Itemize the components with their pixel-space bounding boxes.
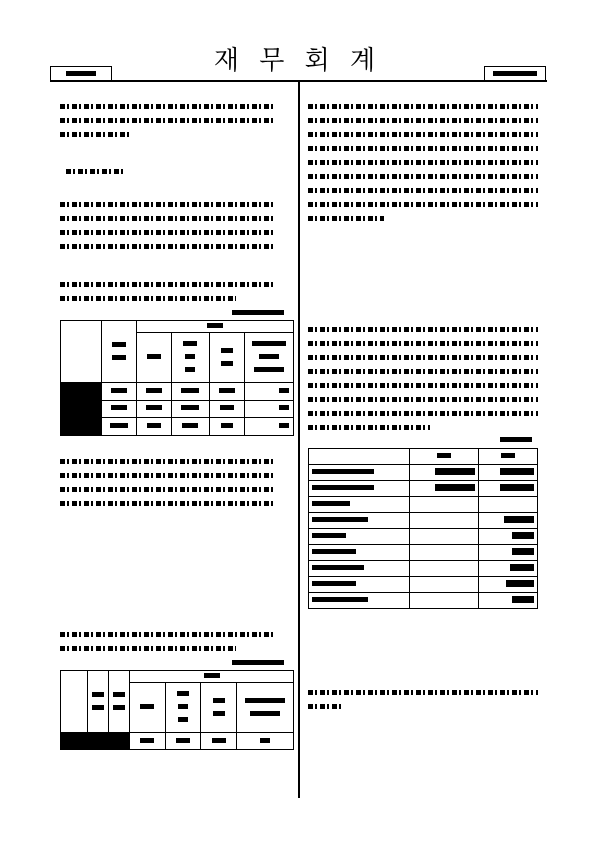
text-line	[308, 327, 538, 332]
row-label	[61, 418, 102, 436]
row-label	[61, 383, 102, 401]
table-cell	[410, 529, 479, 545]
text-line	[308, 160, 538, 165]
text-line	[308, 104, 538, 109]
text-line	[60, 646, 236, 651]
table-cell	[478, 561, 537, 577]
header-cell	[165, 683, 201, 733]
table-cell	[165, 733, 201, 750]
table-cell	[410, 593, 479, 609]
header-cell	[88, 671, 109, 733]
header-cell	[102, 321, 137, 383]
table-cell	[201, 733, 237, 750]
header-cell	[478, 449, 537, 465]
table-cell	[478, 497, 537, 513]
table-cell	[210, 383, 245, 401]
table-cell	[171, 418, 210, 436]
table-3	[308, 448, 538, 609]
row-label	[309, 545, 410, 561]
table-cell	[102, 383, 137, 401]
text-line	[308, 174, 538, 179]
row-label	[309, 465, 410, 481]
table-cell	[102, 418, 137, 436]
row-label	[309, 577, 410, 593]
right-header-tag	[484, 66, 546, 81]
text-line	[60, 296, 236, 301]
header-cell	[201, 683, 237, 733]
table-cell	[130, 733, 166, 750]
text-line	[308, 383, 538, 388]
row-label	[309, 561, 410, 577]
table-cell	[88, 733, 109, 750]
row-label	[61, 733, 88, 750]
text-line	[60, 501, 276, 506]
text-line	[60, 230, 276, 235]
table-cell	[171, 383, 210, 401]
text-line	[60, 282, 276, 287]
text-line	[60, 118, 276, 123]
table-unit-note	[232, 660, 292, 667]
table-2	[60, 670, 294, 750]
table-cell	[137, 400, 172, 418]
table-cell	[478, 481, 537, 497]
table-cell	[171, 400, 210, 418]
table-cell	[210, 418, 245, 436]
row-label	[309, 593, 410, 609]
text-line	[308, 341, 538, 346]
header-cell	[309, 449, 410, 465]
table-cell	[410, 465, 479, 481]
header-cell	[210, 333, 245, 383]
table-cell	[410, 577, 479, 593]
table-cell	[137, 383, 172, 401]
text-line	[60, 202, 276, 207]
table-cell	[410, 497, 479, 513]
header-cell	[171, 333, 210, 383]
table-cell	[478, 465, 537, 481]
row-label	[309, 481, 410, 497]
table-cell	[237, 733, 294, 750]
header-cell	[245, 333, 294, 383]
table-cell	[109, 733, 130, 750]
header-cell	[137, 321, 294, 333]
text-line	[60, 216, 276, 221]
table-unit-note	[500, 437, 540, 444]
text-line	[60, 132, 132, 137]
tag-scribble	[66, 71, 96, 76]
text-line	[308, 188, 538, 193]
table-cell	[478, 545, 537, 561]
text-line	[308, 216, 384, 221]
text-line	[60, 244, 276, 249]
header-cell	[137, 333, 172, 383]
header-cell	[410, 449, 479, 465]
header-cell	[61, 671, 88, 733]
text-line	[60, 632, 276, 637]
section-heading	[66, 169, 124, 174]
text-line	[308, 355, 538, 360]
table-unit-note	[232, 310, 292, 317]
left-header-tag	[50, 66, 112, 81]
text-line	[308, 202, 538, 207]
text-line	[308, 369, 538, 374]
text-line	[308, 132, 538, 137]
row-label	[309, 529, 410, 545]
row-label	[309, 497, 410, 513]
table-cell	[478, 513, 537, 529]
table-cell	[410, 545, 479, 561]
text-line	[60, 104, 276, 109]
text-line	[308, 704, 342, 709]
text-line	[308, 397, 538, 402]
table-cell	[410, 481, 479, 497]
text-line	[60, 487, 276, 492]
text-line	[308, 690, 538, 695]
text-line	[60, 459, 276, 464]
table-cell	[478, 577, 537, 593]
header-cell	[130, 683, 166, 733]
row-label	[309, 513, 410, 529]
tag-scribble	[493, 71, 537, 76]
table-cell	[410, 561, 479, 577]
column-divider	[298, 80, 300, 798]
table-cell	[245, 400, 294, 418]
text-line	[308, 425, 430, 430]
text-line	[60, 473, 276, 478]
header-cell	[130, 671, 294, 683]
header-cell	[237, 683, 294, 733]
table-cell	[478, 529, 537, 545]
header-cell	[109, 671, 130, 733]
text-line	[308, 118, 538, 123]
table-cell	[245, 418, 294, 436]
table-cell	[137, 418, 172, 436]
header-cell	[61, 321, 102, 383]
text-line	[308, 411, 538, 416]
table-cell	[478, 593, 537, 609]
table-cell	[102, 400, 137, 418]
table-1	[60, 320, 294, 436]
row-label	[61, 400, 102, 418]
table-cell	[410, 513, 479, 529]
table-cell	[245, 383, 294, 401]
page-title: 재 무 회 계	[213, 46, 382, 76]
table-cell	[210, 400, 245, 418]
text-line	[308, 146, 538, 151]
